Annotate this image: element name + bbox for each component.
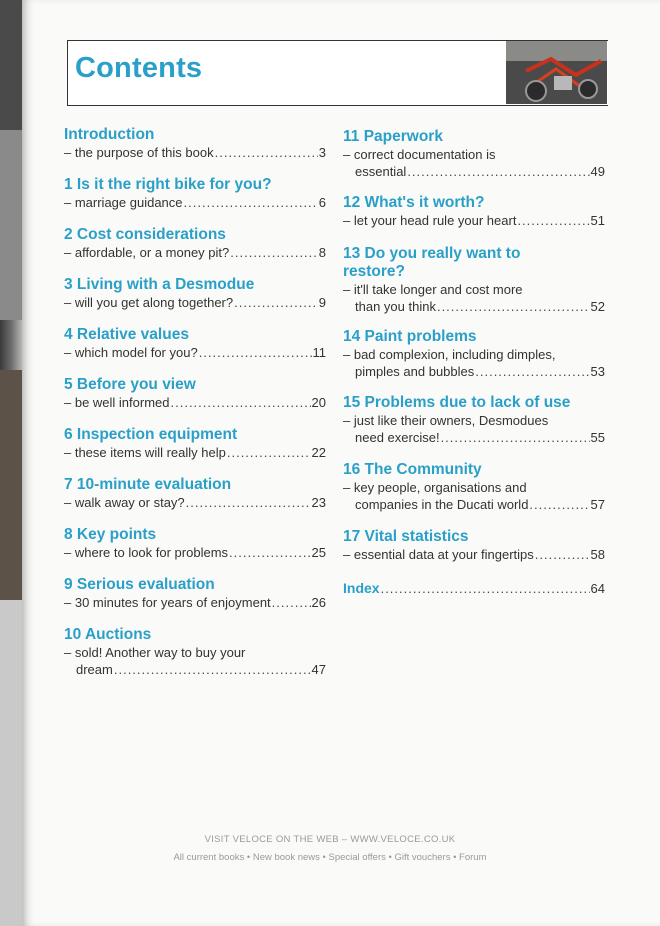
toc-entry-leader-row (343, 429, 605, 446)
toc-entry-subtitle-text: – key people, organisations and (343, 480, 527, 495)
toc-entry-title: 16 The Community (343, 461, 482, 478)
toc-entry-leader-row (64, 294, 326, 311)
page-number: 53 (590, 364, 605, 379)
toc-entry[interactable] (64, 526, 326, 561)
toc-entry-subtitle (343, 281, 605, 298)
toc-entry-title: 1 Is it the right bike for you? (64, 176, 272, 193)
toc-entry-title: 10 Auctions (64, 626, 152, 643)
toc-entry-subtitle-text: – sold! Another way to buy your (64, 645, 246, 660)
toc-entry-subtitle-text: – correct documentation is (343, 147, 496, 162)
toc-entry[interactable] (343, 245, 605, 315)
toc-entry[interactable] (64, 126, 326, 161)
toc-entry-title: 13 Do you really want to (343, 245, 521, 262)
toc-entry[interactable] (64, 426, 326, 461)
toc-entry-subtitle-text: – marriage guidance (64, 195, 183, 210)
page-number: 25 (311, 545, 326, 560)
leader-dots (517, 212, 589, 229)
toc-entry-leader-row (64, 661, 326, 678)
page-number: 22 (311, 445, 326, 460)
leader-dots (475, 363, 589, 380)
toc-entry[interactable] (64, 476, 326, 511)
toc-entry-leader-row (64, 344, 326, 361)
toc-entry-leader-row (64, 544, 326, 561)
leader-dots (234, 294, 318, 311)
toc-entry[interactable] (64, 376, 326, 411)
toc-entry-subtitle (343, 146, 605, 163)
toc-entry-title: 5 Before you view (64, 376, 196, 393)
toc-entry-leader-row (343, 546, 605, 563)
page-number: 3 (318, 145, 326, 160)
toc-entry-leader-row (64, 244, 326, 261)
toc-entry-subtitle-text: – will you get along together? (64, 295, 234, 310)
toc-entry-subtitle-text: – let your head rule your heart (343, 213, 517, 228)
toc-entry[interactable] (343, 394, 605, 446)
toc-entry-subtitle-text: – affordable, or a money pit? (64, 245, 230, 260)
toc-entry[interactable] (343, 194, 605, 229)
toc-entry-subtitle-text: – essential data at your fingertips (343, 547, 534, 562)
leader-dots (535, 546, 590, 563)
leader-dots (199, 344, 312, 361)
toc-entry-subtitle-text: companies in the Ducati world (355, 497, 529, 512)
toc-entry-leader-row (64, 444, 326, 461)
toc-entry-subtitle-text: pimples and bubbles (355, 364, 475, 379)
toc-entry-subtitle (343, 412, 605, 429)
toc-entry-title: Introduction (64, 126, 155, 143)
toc-entry-subtitle-text: essential (355, 164, 407, 179)
page-number: 49 (590, 164, 605, 179)
motorcycle-photo (506, 41, 607, 104)
toc-entry-leader-row (64, 394, 326, 411)
toc-entry[interactable] (64, 226, 326, 261)
leader-dots (215, 144, 318, 161)
page-title: Contents (75, 52, 203, 84)
leader-dots (381, 581, 590, 596)
toc-entry-title: 4 Relative values (64, 326, 189, 343)
leader-dots (184, 194, 318, 211)
leader-dots (437, 298, 590, 315)
page-number: 58 (590, 547, 605, 562)
toc-entry-title: 15 Problems due to lack of use (343, 394, 571, 411)
toc-entry-title: 6 Inspection equipment (64, 426, 238, 443)
page-number: 55 (590, 430, 605, 445)
toc-entry-subtitle-text: – where to look for problems (64, 545, 229, 560)
toc-entry-subtitle-text: – be well informed (64, 395, 170, 410)
toc-entry-subtitle (64, 644, 326, 661)
toc-entry-subtitle-text: – just like their owners, Desmodues (343, 413, 549, 428)
page-number: 64 (590, 581, 605, 596)
page-number: 20 (311, 395, 326, 410)
toc-entry-subtitle-text: need exercise! (355, 430, 440, 445)
toc-entry-subtitle-text: – it'll take longer and cost more (343, 282, 523, 297)
toc-entry-title: 9 Serious evaluation (64, 576, 215, 593)
footer-links-line: All current books • New book news • Special offers • Gift vouchers • Forum (173, 852, 487, 863)
index-entry[interactable] (343, 580, 605, 596)
index-label: Index (343, 580, 380, 596)
leader-dots (407, 163, 589, 180)
leader-dots (441, 429, 590, 446)
leader-dots (529, 496, 589, 513)
toc-entry[interactable] (343, 328, 605, 380)
toc-entry-leader-row (343, 496, 605, 513)
footer-web-line: VISIT VELOCE ON THE WEB – WWW.VELOCE.CO.UK (204, 834, 456, 845)
leader-dots (227, 444, 311, 461)
toc-entry-leader-row (64, 594, 326, 611)
toc-entry-leader-row (64, 144, 326, 161)
toc-entry-title: 12 What's it worth? (343, 194, 485, 211)
page-number: 47 (311, 662, 326, 677)
page-number: 8 (318, 245, 326, 260)
page-number: 51 (590, 213, 605, 228)
toc-entry[interactable] (64, 276, 326, 311)
page-number: 9 (318, 295, 326, 310)
toc-entry-title-cont: restore? (343, 263, 406, 280)
toc-entry-subtitle-text: – which model for you? (64, 345, 198, 360)
page-number: 26 (311, 595, 326, 610)
page-number: 52 (590, 299, 605, 314)
toc-entry-subtitle-text: – walk away or stay? (64, 495, 185, 510)
toc-entry-leader-row (64, 494, 326, 511)
toc-entry-leader-row (343, 163, 605, 180)
toc-entry-title: 2 Cost considerations (64, 226, 226, 243)
toc-entry-subtitle-text: – 30 minutes for years of enjoyment (64, 595, 271, 610)
toc-entry[interactable] (343, 528, 605, 563)
toc-entry-subtitle-text: than you think (355, 299, 436, 314)
page-number: 11 (312, 345, 326, 360)
toc-entry[interactable] (64, 176, 326, 211)
toc-entry-subtitle (343, 479, 605, 496)
toc-entry-leader-row (343, 363, 605, 380)
toc-entry-title: 11 Paperwork (343, 128, 443, 145)
toc-entry[interactable] (64, 626, 326, 678)
toc-entry[interactable] (343, 461, 605, 513)
toc-entry-title: 3 Living with a Desmodue (64, 276, 255, 293)
toc-entry-subtitle (343, 346, 605, 363)
toc-entry-title: 8 Key points (64, 526, 157, 543)
toc-entry-title: 14 Paint problems (343, 328, 477, 345)
leader-dots (186, 494, 311, 511)
leader-dots (114, 661, 311, 678)
toc-entry-subtitle-text: dream (76, 662, 113, 677)
toc-entry-subtitle-text: – bad complexion, including dimples, (343, 347, 556, 362)
toc-entry-leader-row (343, 298, 605, 315)
toc-entry-subtitle-text: – the purpose of this book (64, 145, 214, 160)
leader-dots (230, 244, 318, 261)
leader-dots (229, 544, 311, 561)
page-number: 23 (311, 495, 326, 510)
toc-entry-title: 7 10-minute evaluation (64, 476, 232, 493)
toc-entry[interactable] (64, 576, 326, 611)
leader-dots (272, 594, 311, 611)
toc-entry-title: 17 Vital statistics (343, 528, 469, 545)
toc-entry-leader-row (343, 212, 605, 229)
leader-dots (171, 394, 311, 411)
toc-entry[interactable] (343, 128, 605, 180)
toc-entry[interactable] (64, 326, 326, 361)
toc-entry-subtitle-text: – these items will really help (64, 445, 226, 460)
page-number: 6 (318, 195, 326, 210)
toc-entry-leader-row (64, 194, 326, 211)
page-number: 57 (590, 497, 605, 512)
